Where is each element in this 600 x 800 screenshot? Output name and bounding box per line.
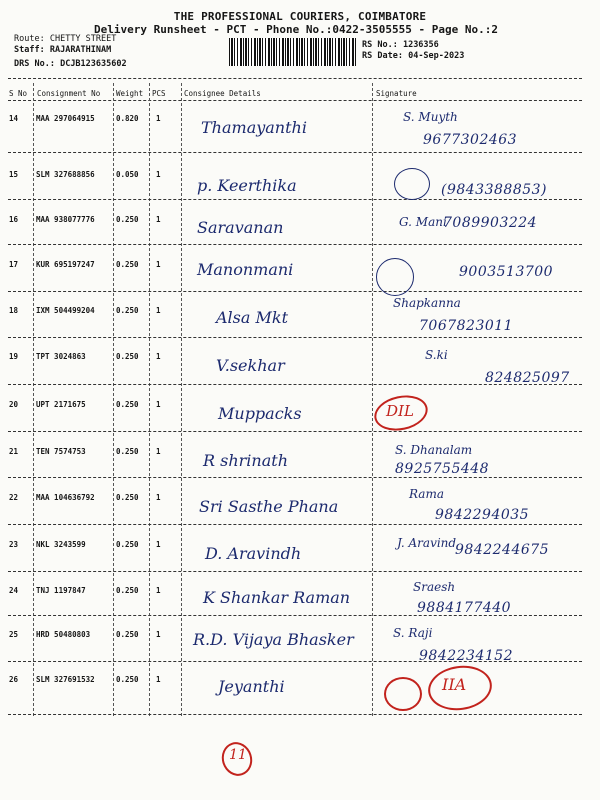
col-divider-1 [33, 83, 34, 716]
page-title: THE PROFESSIONAL COURIERS, COIMBATORE [173, 10, 427, 23]
col-header-consignment: Consignment No [37, 89, 101, 98]
row-divider [8, 477, 582, 478]
row-consignment-no: SLM 327688856 [36, 170, 95, 179]
row-phone: 9677302463 [423, 132, 518, 148]
row-pcs: 1 [156, 630, 161, 639]
col-header-weight: Weight [116, 89, 144, 98]
drs-line [14, 59, 127, 69]
row-consignment-no: KUR 695197247 [36, 260, 95, 269]
row-sno: 18 [9, 306, 19, 315]
row-consignee-name: Muppacks [218, 404, 302, 423]
row-sno: 15 [9, 170, 19, 179]
row-weight: 0.820 [116, 114, 139, 123]
row-consignment-no: MAA 938077776 [36, 215, 95, 224]
row-divider [8, 291, 582, 292]
row-divider [8, 384, 582, 385]
row-divider [8, 615, 582, 616]
row-pcs: 1 [156, 114, 161, 123]
row-consignee-name: p. Keerthika [197, 176, 297, 195]
row-sno: 14 [9, 114, 19, 123]
row-weight: 0.250 [116, 260, 139, 269]
row-sno: 23 [9, 540, 19, 549]
row-consignee-name: R.D. Vijaya Bhasker [193, 630, 354, 649]
row-consignee-name: K Shankar Raman [203, 588, 351, 607]
col-header-consignee: Consignee Details [184, 89, 261, 98]
row-phone: 9842234152 [419, 648, 514, 664]
row-pcs: 1 [156, 493, 161, 502]
row-phone: 7089903224 [443, 215, 538, 231]
row-consignment-no: TNJ 1197847 [36, 586, 86, 595]
row-phone: 8925755448 [395, 461, 490, 477]
row-pcs: 1 [156, 586, 161, 595]
row-phone: 7067823011 [419, 318, 514, 334]
row-divider [8, 524, 582, 525]
row-consignment-no: TPT 3024863 [36, 352, 86, 361]
row-sno: 19 [9, 352, 19, 361]
staff-label: Staff: [14, 45, 45, 55]
col-divider-5 [372, 83, 373, 716]
red-circle-mark [384, 677, 422, 711]
row-consignment-no: IXM 504499204 [36, 306, 95, 315]
row-consignee-name: Manonmani [197, 260, 294, 279]
row-phone: 824825097 [485, 370, 570, 386]
col-header-pcs: PCS [152, 89, 166, 98]
rs-no-value: 1236356 [402, 40, 439, 50]
row-divider [8, 244, 582, 245]
row-weight: 0.250 [116, 540, 139, 549]
row-sno: 25 [9, 630, 19, 639]
signature-scribble [394, 168, 430, 200]
row-weight: 0.250 [116, 493, 139, 502]
row-signature: G. Mani [399, 215, 447, 229]
row-signature: Sraesh [413, 580, 456, 594]
row-signature: Rama [409, 487, 444, 501]
row-consignee-name: D. Aravindh [205, 544, 302, 563]
row-weight: 0.250 [116, 586, 139, 595]
row-divider [8, 152, 582, 153]
row-consignee-name: V.sekhar [216, 356, 285, 375]
row-consignee-name: Sri Sasthe Phana [199, 497, 339, 516]
row-signature: S. Raji [393, 626, 433, 640]
row-weight: 0.250 [116, 400, 139, 409]
row-consignment-no: HRD 50480803 [36, 630, 91, 639]
row-divider [8, 571, 582, 572]
row-pcs: 1 [156, 675, 161, 684]
rs-no-line [362, 40, 439, 50]
row-pcs: 1 [156, 260, 161, 269]
row-pcs: 1 [156, 400, 161, 409]
row-divider [8, 199, 582, 200]
route-label: Route: [14, 34, 45, 44]
row-weight: 0.050 [116, 170, 139, 179]
route-line [14, 34, 116, 44]
red-mark-dil: DIL [386, 402, 414, 420]
row-divider [8, 337, 582, 338]
col-header-sno: S No [9, 89, 28, 98]
row-sno: 24 [9, 586, 19, 595]
row-phone: (9843388853) [441, 182, 547, 198]
row-pcs: 1 [156, 215, 161, 224]
rs-date-label: RS Date: [362, 51, 403, 61]
row-weight: 0.250 [116, 306, 139, 315]
row-sno: 20 [9, 400, 19, 409]
row-weight: 0.250 [116, 215, 139, 224]
rs-date-value: 04-Sep-2023 [408, 51, 465, 61]
runsheet-subtitle: Delivery Runsheet - PCT - Phone No.:0422-3505555 - Page No.:2 [94, 23, 498, 36]
row-consignee-name: Thamayanthi [201, 118, 307, 137]
row-pcs: 1 [156, 306, 161, 315]
row-consignee-name: Jeyanthi [218, 677, 285, 696]
red-mark-iia: IIA [442, 675, 467, 694]
staff-value: RAJARATHINAM [49, 45, 112, 55]
rs-date-line [362, 51, 464, 61]
row-consignee-name: R shrinath [203, 451, 288, 470]
signature-scribble [376, 258, 414, 296]
row-phone: 9842244675 [455, 542, 550, 558]
staff-line [14, 45, 111, 55]
col-divider-3 [149, 83, 150, 716]
route-value: CHETTY STREET [49, 34, 117, 44]
row-divider [8, 431, 582, 432]
row-sno: 26 [9, 675, 19, 684]
row-consignment-no: TEN 7574753 [36, 447, 86, 456]
row-divider [8, 661, 582, 662]
barcode-image [229, 38, 356, 66]
row-signature: S. Dhanalam [395, 443, 473, 457]
row-divider [8, 714, 582, 715]
row-phone: 9003513700 [459, 264, 554, 280]
col-divider-2 [113, 83, 114, 716]
rs-no-label: RS No.: [362, 40, 398, 50]
row-consignment-no: UPT 2171675 [36, 400, 86, 409]
row-pcs: 1 [156, 540, 161, 549]
row-sno: 16 [9, 215, 19, 224]
row-sno: 17 [9, 260, 19, 269]
col-divider-4 [181, 83, 182, 716]
drs-label: DRS No.: [14, 59, 55, 69]
column-header-divider [8, 100, 582, 101]
row-consignment-no: MAA 104636792 [36, 493, 95, 502]
row-weight: 0.250 [116, 675, 139, 684]
col-header-signature: Signature [376, 89, 417, 98]
row-consignment-no: NKL 3243599 [36, 540, 86, 549]
row-consignee-name: Alsa Mkt [216, 308, 289, 327]
row-signature: S. Muyth [403, 110, 458, 124]
header-divider [8, 78, 582, 79]
row-signature: Shapkanna [393, 296, 461, 310]
row-pcs: 1 [156, 352, 161, 361]
row-sno: 22 [9, 493, 19, 502]
row-pcs: 1 [156, 170, 161, 179]
drs-value: DCJB123635602 [60, 59, 127, 69]
row-consignee-name: Saravanan [197, 218, 284, 237]
row-sno: 21 [9, 447, 19, 456]
row-weight: 0.250 [116, 352, 139, 361]
row-pcs: 1 [156, 447, 161, 456]
row-weight: 0.250 [116, 630, 139, 639]
row-consignment-no: SLM 327691532 [36, 675, 95, 684]
page-count-mark: 11 [229, 747, 247, 763]
row-weight: 0.250 [116, 447, 139, 456]
row-signature: S.ki [425, 348, 448, 362]
row-consignment-no: MAA 297064915 [36, 114, 95, 123]
row-signature: J. Aravind [397, 536, 457, 550]
row-phone: 9884177440 [417, 600, 512, 616]
row-phone: 9842294035 [435, 507, 530, 523]
